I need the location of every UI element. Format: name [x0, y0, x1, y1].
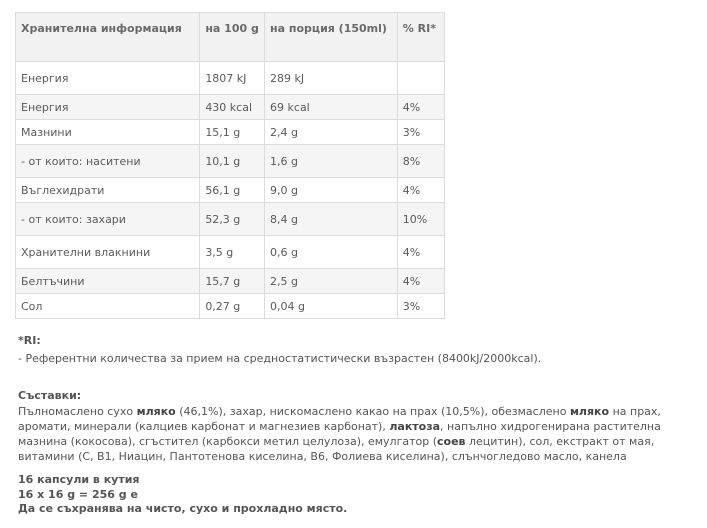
cell-portion: 1,6 g [265, 145, 398, 178]
table-row [16, 294, 445, 319]
cell-portion: 0,04 g [265, 294, 398, 319]
table-row [16, 203, 445, 236]
net-weight: 16 x 16 g = 256 g e [18, 487, 138, 501]
cell-name: Енергия [16, 62, 200, 95]
cell-name: Мазнини [16, 120, 200, 145]
cell-ri: 4% [397, 269, 444, 294]
table-row [16, 95, 445, 120]
cell-name: Сол [16, 294, 200, 319]
cell-per100: 15,7 g [200, 269, 265, 294]
cell-name: Белтъчини [16, 269, 200, 294]
table-row [16, 145, 445, 178]
ingredient-segment: лецитин), сол, екстракт от мая, витамини (C, B1, Ниацин, Пантотенова киселина, B6, Фолиева киселина), слънчогледово масло, канела [18, 435, 655, 463]
cell-ri: 10% [397, 203, 444, 236]
cell-name: - от които: захари [16, 203, 200, 236]
ingredient-allergen: мляко [569, 405, 610, 418]
header-per-portion: на порция (150ml) [265, 13, 398, 62]
table-row [16, 236, 445, 269]
header-nutrition-info: Хранителна информация [16, 13, 200, 62]
cell-portion: 69 kcal [265, 95, 398, 120]
ingredient-segment: , напълно хидрогенирана растителна мазнина (кокосова), сгъстител (карбокси метил целулоза), емулгатор ( [18, 420, 661, 448]
cell-name: - от които: наситени [16, 145, 200, 178]
cell-per100: 15,1 g [200, 120, 265, 145]
cell-portion: 2,4 g [265, 120, 398, 145]
cell-per100: 3,5 g [200, 236, 265, 269]
cell-per100: 52,3 g [200, 203, 265, 236]
ingredient-allergen: мляко [136, 405, 176, 418]
cell-portion: 289 kJ [265, 62, 398, 95]
cell-ri [397, 62, 444, 95]
cell-per100: 10,1 g [200, 145, 265, 178]
storage-instructions: Да се съхранява на чисто, сухо и прохладно място. [18, 502, 348, 515]
ingredient-allergen: соев [437, 435, 466, 448]
cell-ri: 4% [397, 236, 444, 269]
cell-per100: 0,27 g [200, 294, 265, 319]
cell-portion: 9,0 g [265, 178, 398, 203]
cell-per100: 1807 kJ [200, 62, 265, 95]
cell-name: Въглехидрати [16, 178, 200, 203]
cell-name: Енергия [16, 95, 200, 120]
cell-ri: 8% [397, 145, 444, 178]
table-row [16, 120, 445, 145]
table-header-row [16, 13, 445, 62]
package-info [18, 473, 347, 517]
cell-per100: 56,1 g [200, 178, 265, 203]
header-ri: % RI* [397, 13, 444, 62]
ingredient-allergen: лактоза [389, 420, 441, 433]
ingredient-segment: (46,1%), захар, нискомаслено какао на прах (10,5%), обезмаслено [175, 405, 570, 418]
cell-ri: 3% [397, 294, 444, 319]
ri-note-text: - Референтни количества за прием на средностатистически възрастен (8400kJ/2000kcal). [18, 352, 542, 365]
cell-ri: 3% [397, 120, 444, 145]
table-row [16, 269, 445, 294]
cell-ri: 4% [397, 95, 444, 120]
cell-per100: 430 kcal [200, 95, 265, 120]
ri-note-title: *RI: [18, 334, 41, 347]
ingredient-segment: на прах, аромати, минерали (калциев карбонат и магнезиев карбонат), [18, 405, 661, 433]
cell-portion: 0,6 g [265, 236, 398, 269]
ingredients-text [18, 404, 698, 464]
cell-portion: 2,5 g [265, 269, 398, 294]
cell-ri: 4% [397, 178, 444, 203]
table-row [16, 178, 445, 203]
cell-portion: 8,4 g [265, 203, 398, 236]
ingredients-title: Съставки: [18, 389, 82, 402]
header-per-100g: на 100 g [200, 13, 265, 62]
capsules-count: 16 капсули в кутия [18, 473, 140, 486]
nutrition-table [15, 12, 445, 319]
ingredient-segment: Пълномаслено сухо [18, 405, 137, 418]
table-row [16, 62, 445, 95]
cell-name: Хранителни влакнини [16, 236, 200, 269]
